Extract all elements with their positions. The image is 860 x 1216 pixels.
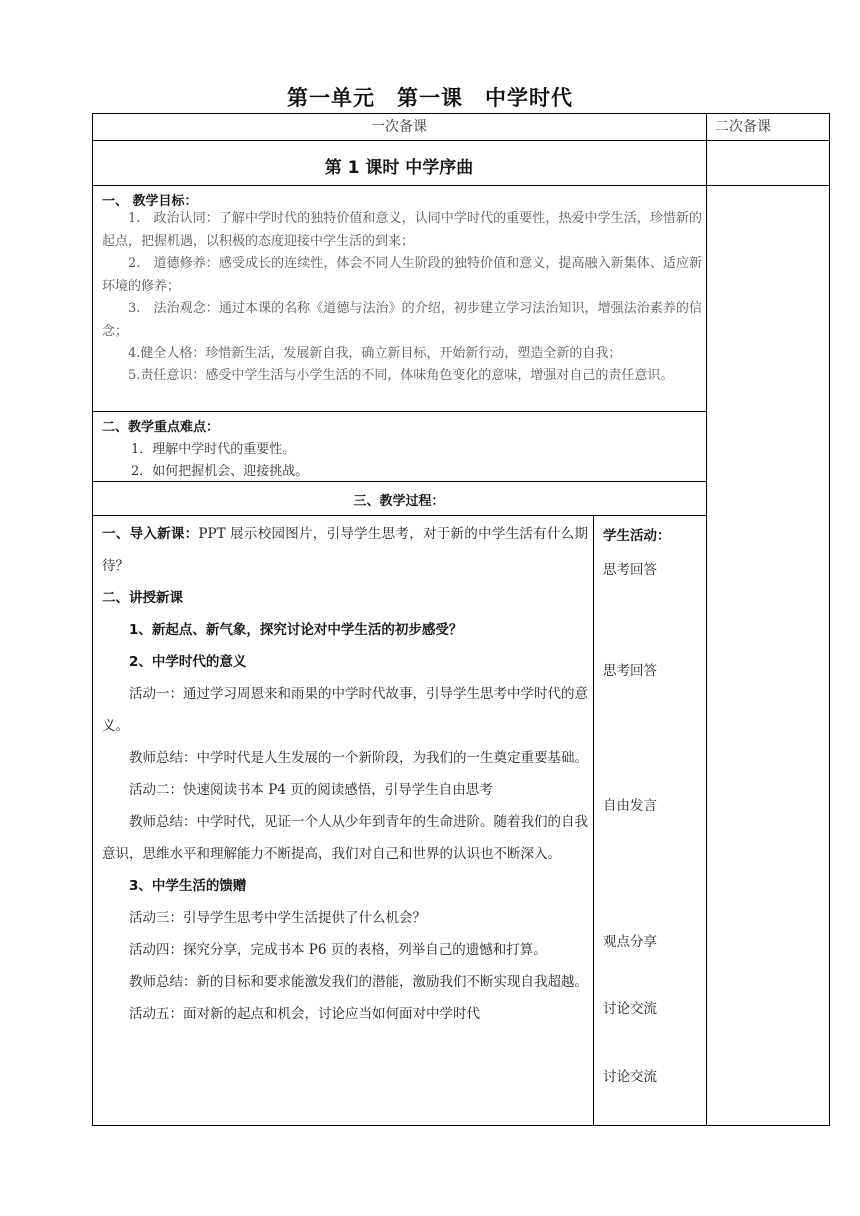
activity-paragraph: 活动一：通过学习周恩来和雨果的中学时代故事，引导学生思考中学时代的意义。 [102, 686, 588, 734]
objective-item: 3. 法治观念：通过本课的名称《道德与法治》的介绍，初步建立学习法治知识，增强法治素养的信念； [102, 301, 702, 339]
table-border-bottom [92, 1125, 830, 1126]
table-border-right [829, 113, 830, 1126]
subsection-heading [102, 646, 588, 678]
objective-item: 5.责任意识：感受中学生活与小学生活的不同，体味角色变化的意味，增强对自己的责任意识。 [128, 368, 674, 383]
activity-paragraph: 活动三：引导学生思考中学生活提供了什么机会？ [129, 910, 426, 926]
key-point-item: 2．如何把握机会、迎接挑战。 [131, 464, 309, 479]
student-activity-item: 思考回答 [603, 663, 657, 679]
subsection-heading [102, 870, 588, 902]
key-points-heading: 二、教学重点难点： [102, 420, 220, 435]
objective-item: 4.健全人格：珍惜新生活，发展新自我，确立新目标，开始新行动，塑造全新的自我； [128, 346, 622, 361]
intro-paragraph [102, 518, 588, 582]
new-lesson-heading [102, 582, 588, 614]
key-point-item: 1．理解中学时代的重要性。 [131, 442, 296, 457]
lesson-title: 第 1 课时 中学序曲 [324, 158, 474, 178]
column-divider-second-prep [706, 113, 707, 1126]
student-activity-heading: 学生活动： [603, 528, 671, 544]
subsection-heading [102, 614, 588, 646]
table-border-top [92, 113, 830, 114]
subsection-2-label: 2、中学时代的意义 [129, 654, 247, 670]
summary-paragraph: 教师总结：中学时代是人生发展的一个新阶段，为我们的一生奠定重要基础。 [129, 750, 588, 766]
first-prep-header: 一次备课 [371, 119, 427, 135]
summary-paragraph: 教师总结：新的目标和要求能激发我们的潜能，激励我们不断实现自我超越。 [129, 974, 588, 990]
process-content [102, 518, 588, 1030]
row-divider-objectives [92, 411, 707, 412]
document-title: 第一单元 第一课 中学时代 [287, 86, 573, 110]
objective-item: 1. 政治认同：了解中学时代的独特价值和意义，认同中学时代的重要性，热爱中学生活，珍惜新的起点，把握机遇，以积极的态度迎接中学生活的到来； [102, 211, 702, 249]
row-divider-key-points [92, 481, 707, 482]
objective-item: 2. 道德修养：感受成长的连续性，体会不同人生阶段的独特价值和意义，提高融入新集体、适应新环境的修养； [102, 256, 702, 294]
activity-paragraph: 活动四：探究分享，完成书本 P6 页的表格，列举自己的遗憾和打算。 [129, 942, 547, 958]
student-activity-item: 观点分享 [603, 934, 657, 950]
row-divider-process-heading [92, 515, 707, 516]
student-activity-item: 讨论交流 [603, 1069, 657, 1085]
column-divider-student-activity [593, 515, 594, 1126]
intro-text: PPT 展示校园图片，引导学生思考，对于新的中学生活有什么期待？ [102, 526, 588, 574]
activity-paragraph: 活动五：面对新的起点和机会，讨论应当如何面对中学时代 [129, 1006, 480, 1022]
objectives-heading: 一、 教学目标： [102, 194, 198, 209]
process-heading: 三、教学过程： [353, 494, 445, 509]
row-divider-header [92, 140, 830, 141]
row-divider-lesson-title [92, 185, 830, 186]
student-activity-item: 思考回答 [603, 562, 657, 578]
second-prep-header: 二次备课 [715, 119, 771, 135]
new-lesson-label: 二、讲授新课 [102, 590, 183, 606]
table-border-left [92, 113, 93, 1126]
intro-label: 一、导入新课： [102, 526, 199, 542]
subsection-1-label: 1、新起点、新气象，探究讨论对中学生活的初步感受？ [129, 622, 463, 638]
activity-paragraph: 活动二：快速阅读书本 P4 页的阅读感悟，引导学生自由思考 [129, 782, 493, 798]
student-activity-item: 讨论交流 [603, 1001, 657, 1017]
subsection-3-label: 3、中学生活的馈赠 [129, 878, 247, 894]
summary-paragraph: 教师总结：中学时代，见证一个人从少年到青年的生命进阶。随着我们的自我意识，思维水平和理解能力不断提高，我们对自己和世界的认识也不断深入。 [102, 814, 588, 862]
student-activity-item: 自由发言 [603, 798, 657, 814]
